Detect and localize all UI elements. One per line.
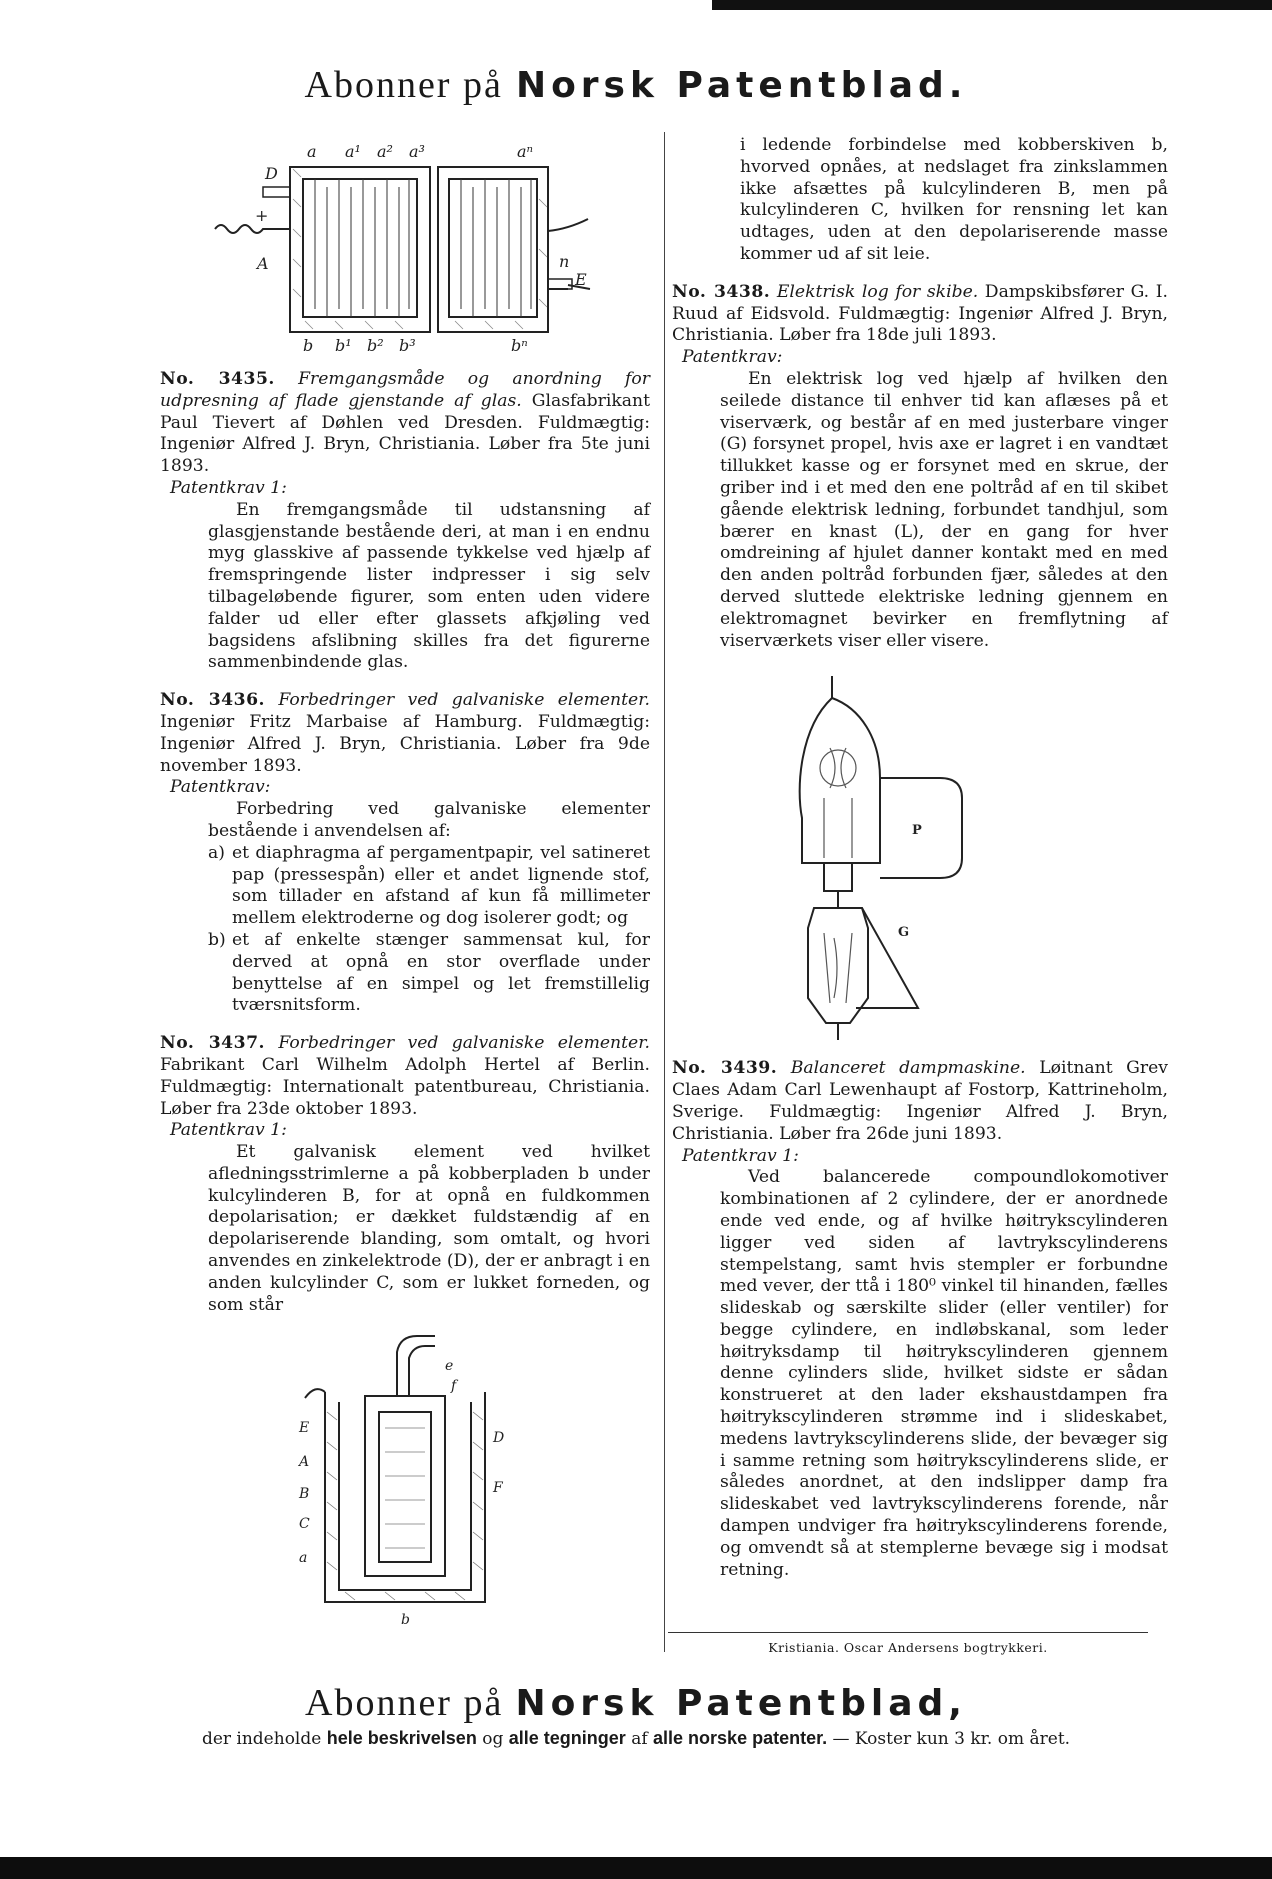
- printer-imprint: Kristiania. Oscar Andersens bogtrykkeri.: [768, 1640, 1048, 1655]
- scan-bottom-edge: [0, 1857, 1272, 1879]
- fig-label-n: n: [559, 252, 570, 271]
- item-marker: a): [208, 842, 225, 863]
- patent-details: Glasfabrikant Paul Tievert af Døhlen ved Dresden. Fuldmægtig: Ingeniør Alfred J. Bryn, Christiania. Løber fra 5te juni 1893.: [160, 390, 650, 477]
- right-column: [672, 135, 1168, 1597]
- tagline-bold-3: alle norske patenter.: [653, 1728, 828, 1748]
- patent-number: No. 3438.: [672, 281, 771, 302]
- patent-number: No. 3436.: [160, 690, 266, 711]
- fig-label-A: A: [299, 1454, 310, 1471]
- patent-number: No. 3439.: [672, 1058, 778, 1079]
- patent-title: Fremgangsmåde og anordning for udpresning af flade gjenstande af glas.: [160, 369, 650, 411]
- patent-details: Fabrikant Carl Wilhelm Adolph Hertel af Berlin. Fuldmægtig: Internationalt patentbureau, Christiania. Løber fra 23de oktober 1893.: [160, 1054, 650, 1119]
- fig-label-a1: a¹: [345, 142, 361, 161]
- patent-number: No. 3435.: [160, 369, 275, 389]
- tagline-text-4: — Koster kun 3 kr. om året.: [832, 1729, 1071, 1749]
- fig-label-e: e: [445, 1358, 454, 1375]
- fig-label-b1: b¹: [335, 336, 352, 355]
- fig-label-G: G: [898, 925, 910, 941]
- fig-label-an: aⁿ: [517, 142, 534, 161]
- claim-label: Patentkrav:: [682, 347, 783, 368]
- masthead: [0, 62, 1272, 107]
- masthead-prefix: Abonner på: [304, 64, 503, 106]
- scan-top-edge: [0, 0, 1272, 12]
- fig-label-E: E: [299, 1420, 310, 1437]
- fig-label-f: f: [451, 1378, 457, 1395]
- subscription-tagline: [0, 1728, 1272, 1749]
- fig-label-bn: bⁿ: [511, 336, 528, 355]
- patent-title: Forbedringer ved galvaniske elementer.: [278, 690, 650, 711]
- claim-label: Patentkrav 1:: [682, 1145, 799, 1166]
- fig-label-D: D: [493, 1430, 505, 1447]
- entry-heading: [160, 690, 650, 777]
- fig-label-E: E: [575, 270, 587, 289]
- fig-label-a2: a²: [377, 142, 393, 161]
- tagline-text-1: der indeholde: [201, 1729, 322, 1749]
- list-item: [208, 930, 650, 1017]
- claim-text: Ved balancerede compoundlokomotiver kombinationen af 2 cylindere, der er anordnede ende ved ende, og af hvilke høitrykscylinderen ligger ved siden af lavtrykscylinderens stempelstang, samt hvis stempler er forbundne med vever, der ttå i 180⁰ vinkel til hinanden, fælles slideskab og særskilte slider (eller ventiler) for begge cylindere, en indløbskanal, som leder høitryksdamp til høitrykscylinderen gjennem denne cylinders slide, hvilket sidste er sådan konstrueret at den lader ekshaustdampen fra høitrykscylinderen strømme ind i slideskabet, medens lavtrykscylinderens slide, der bevæger sig i samme retning som høitrykscylinderens slide, er således anordnet, at den indslipper damp fra slideskabet ved lavtrykscylinderens forende, når dampen undviger fra høitrykscylinderens forende, og omvendt så at stemplerne bevæge sig i modsat retning.: [720, 1167, 1168, 1580]
- fig-label-D: D: [265, 164, 278, 183]
- fig-label-A: A: [257, 254, 269, 273]
- fig-label-a: a: [299, 1550, 308, 1567]
- fig-label-plus: +: [255, 206, 269, 225]
- figure-3437-galvanic-cell: [285, 1332, 525, 1632]
- patent-title: Elektrisk log for skibe.: [776, 281, 979, 302]
- fig-label-b3: b³: [399, 336, 416, 355]
- fig-label-C: C: [299, 1516, 310, 1533]
- claim-label: Patentkrav:: [170, 777, 271, 798]
- patent-entry-3436: [160, 690, 650, 1017]
- figure-3438-electric-log: [790, 668, 1050, 1048]
- patent-entry-3439: [672, 1058, 1168, 1581]
- fig-label-F: F: [493, 1480, 503, 1497]
- fig-label-b: b: [303, 336, 314, 355]
- footer-prefix: Abonner på: [305, 1682, 504, 1724]
- column-divider: [664, 132, 665, 1652]
- fig-label-a3: a³: [409, 142, 425, 161]
- tagline-bold-2: alle tegninger: [508, 1728, 626, 1748]
- item-text: et diaphragma af pergamentpapir, vel satineret pap (pressespån) eller et andet lignende stof, som tillader en afstand af kun få millimeter mellem elektroderne og dog isolerer godt; og: [232, 842, 650, 929]
- footer-rule: [668, 1632, 1148, 1633]
- fig-label-B: B: [299, 1486, 310, 1503]
- claim-text: En elektrisk log ved hjælp af hvilken den seilede distance til enhver tid kan aflæses på et viserværk, og består af en med justerbare vinger (G) forsynet propel, hvis axe er lagret i en vandtæt tillukket kasse og er forsynet med en skrue, der griber ind i et med den ene poltråd af en til skibet gående elektrisk ledning, forbundet tandhjul, som bærer en knast (L), der en gang for hver omdreining af hjulet danner kontakt med en med den anden poltråd forbunden fjær, således at den derved sluttede elektriske ledning gjennem en elektromagnet bevirker en fremflytning af viserværkets viser eller visere.: [720, 368, 1168, 651]
- tagline-bold-1: hele beskrivelsen: [326, 1728, 477, 1748]
- patent-entry-3437: [160, 1033, 650, 1316]
- footer-masthead: [0, 1680, 1272, 1725]
- patent-title: Forbedringer ved galvaniske elementer.: [278, 1033, 650, 1054]
- entry-heading: [672, 282, 1168, 347]
- patent-details: Ingeniør Fritz Marbaise af Hamburg. Fuldmægtig: Ingeniør Alfred J. Bryn, Christiania. Løber fra 9de november 1893.: [160, 711, 650, 776]
- footer-title: Norsk Patentblad,: [515, 1683, 967, 1724]
- tagline-text-2: og: [482, 1729, 504, 1749]
- list-item: [208, 843, 650, 930]
- claim-list: [160, 843, 650, 1017]
- claim-intro: Forbedring ved galvaniske elementer bestående i anvendelsen af:: [208, 799, 650, 841]
- item-text: et af enkelte stænger sammensat kul, for derved at opnå en stor overflade under benyttelse af en simpel og let fremstillelig tværsnitsform.: [232, 929, 650, 1016]
- entry-heading: [160, 1033, 650, 1120]
- patent-details: Dampskibsfører G. I. Ruud af Eidsvold. Fuldmægtig: Ingeniør Alfred J. Bryn, Christiania. Løber fra 18de juli 1893.: [672, 281, 1168, 346]
- patent-number: No. 3437.: [160, 1033, 266, 1054]
- fig-label-b2: b²: [367, 336, 384, 355]
- patent-details: Løitnant Grev Claes Adam Carl Lewenhaupt af Fostorp, Kattrineholm, Sverige. Fuldmægtig: Ingeniør Alfred J. Bryn, Christiania. Løber fra 26de juni 1893.: [672, 1058, 1169, 1144]
- patent-entry-3435: [160, 369, 650, 674]
- patent-entry-3438: [672, 282, 1168, 653]
- patent-title: Balanceret dampmaskine.: [790, 1058, 1026, 1079]
- claim-label: Patentkrav 1:: [170, 477, 287, 498]
- fig-label-P: P: [912, 823, 922, 839]
- item-marker: b): [208, 929, 226, 950]
- figure-3435-glass-press: [195, 139, 615, 359]
- fig-label-b: b: [401, 1612, 410, 1629]
- left-column: [160, 135, 650, 1642]
- claim-text: En fremgangsmåde til udstansning af glasgjenstande bestående deri, at man i en endnu myg glasskive af passende tykkelse ved hjælp af fremspringende lister indpresser i sig selv tilbageløbende figurer, som enten uden videre falder ud eller efter glassets afkjøling ved bagsidens afslibning skilles fra det figurerne sammenbindende glas.: [208, 499, 650, 673]
- claim-label: Patentkrav 1:: [170, 1120, 287, 1141]
- continuation-text: i ledende forbindelse med kobberskiven b, hvorved opnåes, at nedslaget fra zinkslammen ikke afsættes på kulcylinderen B, men på kulcylinderen C, hvilken for rensning let kan udtages, uden at den depolariserende masse kommer ud af sit leie.: [740, 135, 1168, 264]
- claim-text: Et galvanisk element ved hvilket afledningsstrimlerne a på kobberpladen b under kulcylinderen B, for at opnå en fuldkommen depolarisation; er dækket fuldstændig af en depolariserende blanding, som omtalt, og hvori anvendes en zinkelektrode (D), der er anbragt i en anden kulcylinder C, som er lukket forneden, og som står: [208, 1142, 651, 1315]
- masthead-title: Norsk Patentblad.: [515, 65, 968, 106]
- fig-label-a: a: [307, 142, 317, 161]
- entry-heading: [160, 369, 650, 478]
- entry-heading: [672, 1058, 1168, 1145]
- tagline-text-3: af: [631, 1729, 648, 1749]
